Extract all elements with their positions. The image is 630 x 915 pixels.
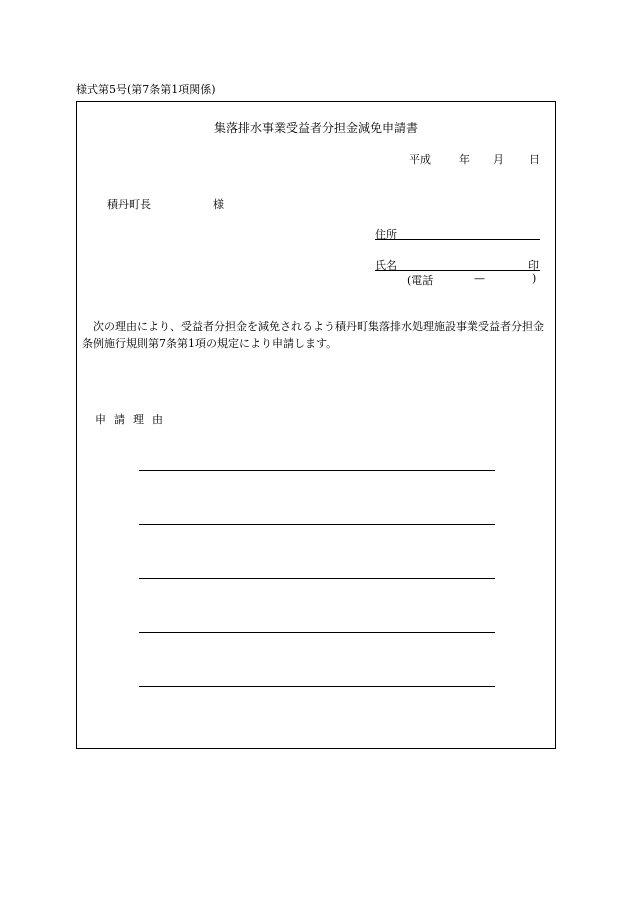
name-field-line[interactable]: [375, 270, 540, 271]
reason-heading-char: 申: [95, 413, 106, 426]
reason-line[interactable]: [139, 524, 495, 525]
phone-close-paren: ): [532, 272, 537, 285]
seal-label: 印: [528, 259, 539, 272]
name-label: 氏名: [375, 259, 397, 272]
application-statement: 次の理由により、受益者分担金を減免されるよう積丹町集落排水処理施設事業受益者分担金条例施行規則第7条第1項の規定により申請します。: [82, 320, 544, 350]
address-field-line[interactable]: [375, 239, 540, 240]
addressee-name: 積丹町長: [107, 198, 151, 211]
reason-line[interactable]: [139, 470, 495, 471]
application-form: [76, 101, 556, 749]
reason-heading: [95, 411, 163, 427]
reason-heading-char: 由: [152, 413, 163, 426]
date-era: 平成: [409, 153, 431, 166]
reason-heading-char: 理: [133, 413, 144, 426]
phone-label: (電話: [407, 274, 434, 287]
address-label: 住所: [375, 228, 397, 241]
reason-line[interactable]: [139, 686, 495, 687]
form-title: 集落排水事業受益者分担金減免申請書: [213, 121, 418, 135]
date-month: 月: [493, 153, 504, 166]
reason-line[interactable]: [139, 578, 495, 579]
date-day: 日: [529, 153, 540, 166]
addressee-honorific: 様: [213, 198, 224, 211]
reason-heading-char: 請: [114, 413, 125, 426]
reason-line[interactable]: [139, 632, 495, 633]
form-number: 様式第5号(第7条第1項関係): [76, 83, 216, 96]
date-year: 年: [459, 153, 470, 166]
phone-separator: —: [474, 272, 485, 285]
